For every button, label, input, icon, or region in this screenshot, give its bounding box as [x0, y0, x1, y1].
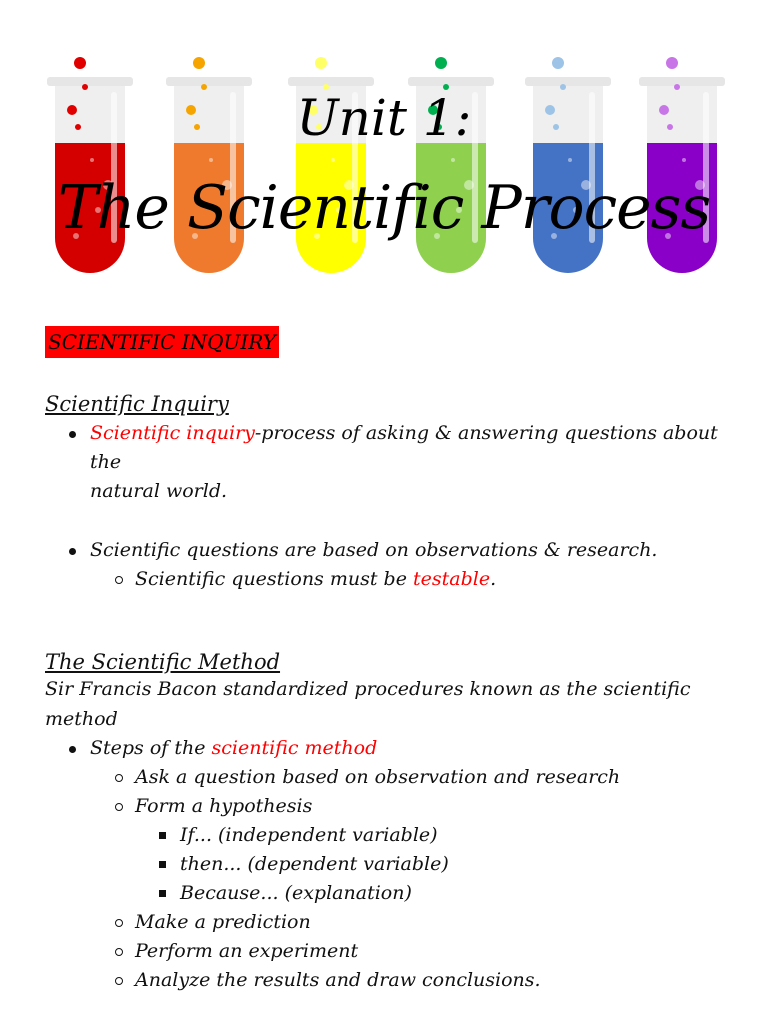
- square-bullet-icon: [159, 890, 166, 897]
- step-text: Form a hypothesis: [135, 795, 313, 817]
- list-item: [45, 937, 735, 966]
- hypothesis-part-text: then... (dependent variable): [180, 853, 449, 875]
- list-item: [45, 850, 735, 879]
- square-bullet-icon: [159, 861, 166, 868]
- definition-continuation: natural world.: [90, 480, 228, 502]
- list-item: [45, 821, 735, 850]
- term-scientific-method: scientific method: [211, 737, 378, 759]
- step-text: Analyze the results and draw conclusions.: [135, 969, 541, 991]
- hypothesis-part-text: If... (independent variable): [180, 824, 438, 846]
- term-scientific-inquiry: Scientific inquiry: [90, 422, 255, 444]
- hollow-bullet-icon: [115, 576, 123, 584]
- list-item-text: Steps of the: [90, 737, 212, 759]
- hollow-bullet-icon: [115, 774, 123, 782]
- list-item: [45, 966, 735, 995]
- header-banner: [0, 0, 768, 300]
- test-tubes-illustration: [0, 0, 768, 300]
- bullet-icon: [69, 548, 76, 555]
- bubble: [666, 57, 678, 69]
- list-item: [45, 763, 735, 792]
- title-line-1: Unit 1:: [296, 89, 472, 147]
- list-item-text: Scientific questions must be: [135, 568, 413, 590]
- hollow-bullet-icon: [115, 977, 123, 985]
- bubble: [90, 158, 94, 162]
- list-item: [45, 908, 735, 937]
- bubble: [193, 57, 205, 69]
- hollow-bullet-icon: [115, 919, 123, 927]
- intro-paragraph: Sir Francis Bacon standardized procedures known as the scientific method: [45, 678, 691, 730]
- title-line-2: The Scientific Process: [57, 173, 711, 243]
- hypothesis-part-text: Because... (explanation): [180, 882, 412, 904]
- hollow-bullet-icon: [115, 803, 123, 811]
- hollow-bullet-icon: [115, 948, 123, 956]
- list-item: [45, 419, 735, 506]
- punctuation: .: [490, 568, 497, 590]
- bubble: [315, 57, 327, 69]
- step-text: Make a prediction: [135, 911, 311, 933]
- bullet-icon: [69, 746, 76, 753]
- method-list: [45, 734, 735, 995]
- bubble: [209, 158, 213, 162]
- list-item: [45, 734, 735, 763]
- bubble: [568, 158, 572, 162]
- step-text: Perform an experiment: [135, 940, 359, 962]
- section-banner-scientific-inquiry: SCIENTIFIC INQUIRY: [45, 326, 279, 358]
- heading-scientific-method: The Scientific Method: [45, 650, 281, 674]
- inquiry-list: [45, 419, 735, 594]
- list-item-text: Scientific questions are based on observations & research.: [90, 539, 658, 561]
- bubble: [682, 158, 686, 162]
- bubble: [451, 158, 455, 162]
- list-item: [45, 565, 735, 594]
- bubble: [331, 158, 335, 162]
- square-bullet-icon: [159, 832, 166, 839]
- definition-text: -process of asking & answering questions about the: [90, 422, 718, 473]
- term-testable: testable: [412, 568, 491, 590]
- bubble: [435, 57, 447, 69]
- bullet-icon: [69, 431, 76, 438]
- step-text: Ask a question based on observation and research: [135, 766, 621, 788]
- bubble: [74, 57, 86, 69]
- list-item: [45, 792, 735, 821]
- main-content: [45, 326, 735, 995]
- list-item: [45, 536, 735, 565]
- bubble: [552, 57, 564, 69]
- list-item: [45, 879, 735, 908]
- heading-scientific-inquiry: Scientific Inquiry: [45, 392, 229, 416]
